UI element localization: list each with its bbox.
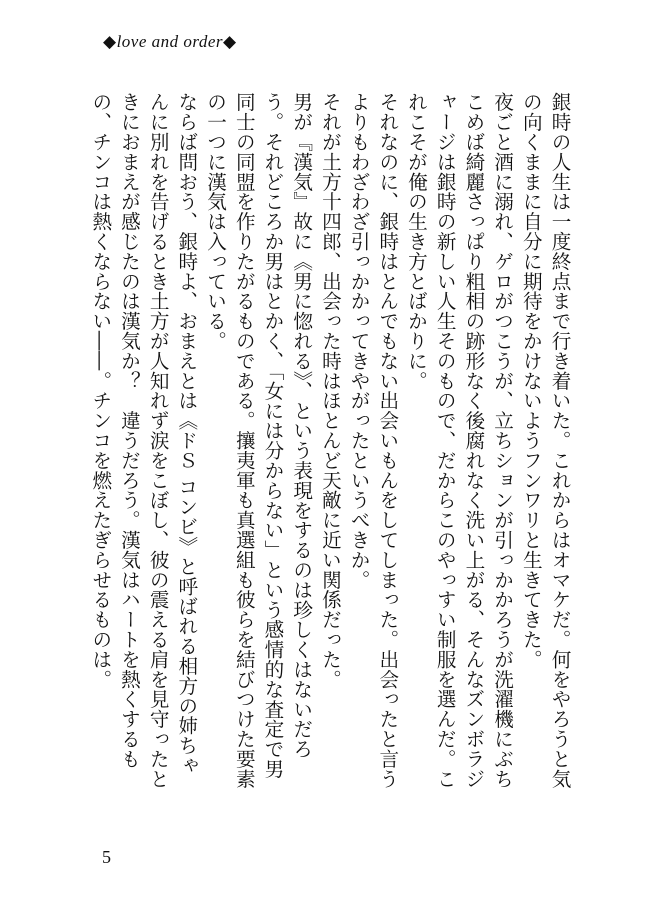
paragraph: それが土方十四郎、出会った時はほとんど天敵に近い関係だった。: [318, 92, 342, 689]
running-header-title: ◆love and order◆: [103, 32, 237, 51]
paragraph: それなのに、銀時はとんでもない出会いもんをしてしまった。出会ったと言うよりもわざわざ引っかかってきやがったというべきか。: [347, 92, 399, 789]
paragraph: ならば問おう、銀時よ、おまえとは《ドＳ コンビ》と呼ばれる相方の姉ちゃんに別れを告げるとき土方が人知れず涙をこぼし、彼の震える肩を見守ったときにおまえが感じたのは漢気か？ 違うだろう。漢気はハートを熱くするもの、チンコは熱くならない――。チンコを燃えたぎらせるものは。: [89, 92, 198, 789]
paragraph: 銀時の人生は一度終点まで行き着いた。これからはオマケだ。何をやろうと気の向くままに自分に期待をかけないようフンワリと生きてきた。: [519, 92, 571, 789]
page-number: 5: [102, 847, 111, 867]
vertical-body-text: [89, 92, 573, 792]
paragraph: 夜ごと酒に溺れ、ゲロがつこうが、立ちションが引っかかろうが洗濯機にぶちこめば綺麗さっぱり粗相の跡形なく後腐れなく洗い上がる、そんなズンボラジャージは銀時の新しい人生そのもので、だからこのやっすい制服を選んだ。これこそが俺の生き方とばかりに。: [404, 92, 514, 789]
paragraph: 男が『漢気』故に《男に惚れる》、という表現をするのは珍しくはないだろう。それどころか男はとかく、「女には分からない」という感情的な査定で男同士の同盟を作りたがるものである。攘夷軍も真選組も彼らを結びつけた要素の一つに漢気は入っている。: [203, 92, 313, 789]
